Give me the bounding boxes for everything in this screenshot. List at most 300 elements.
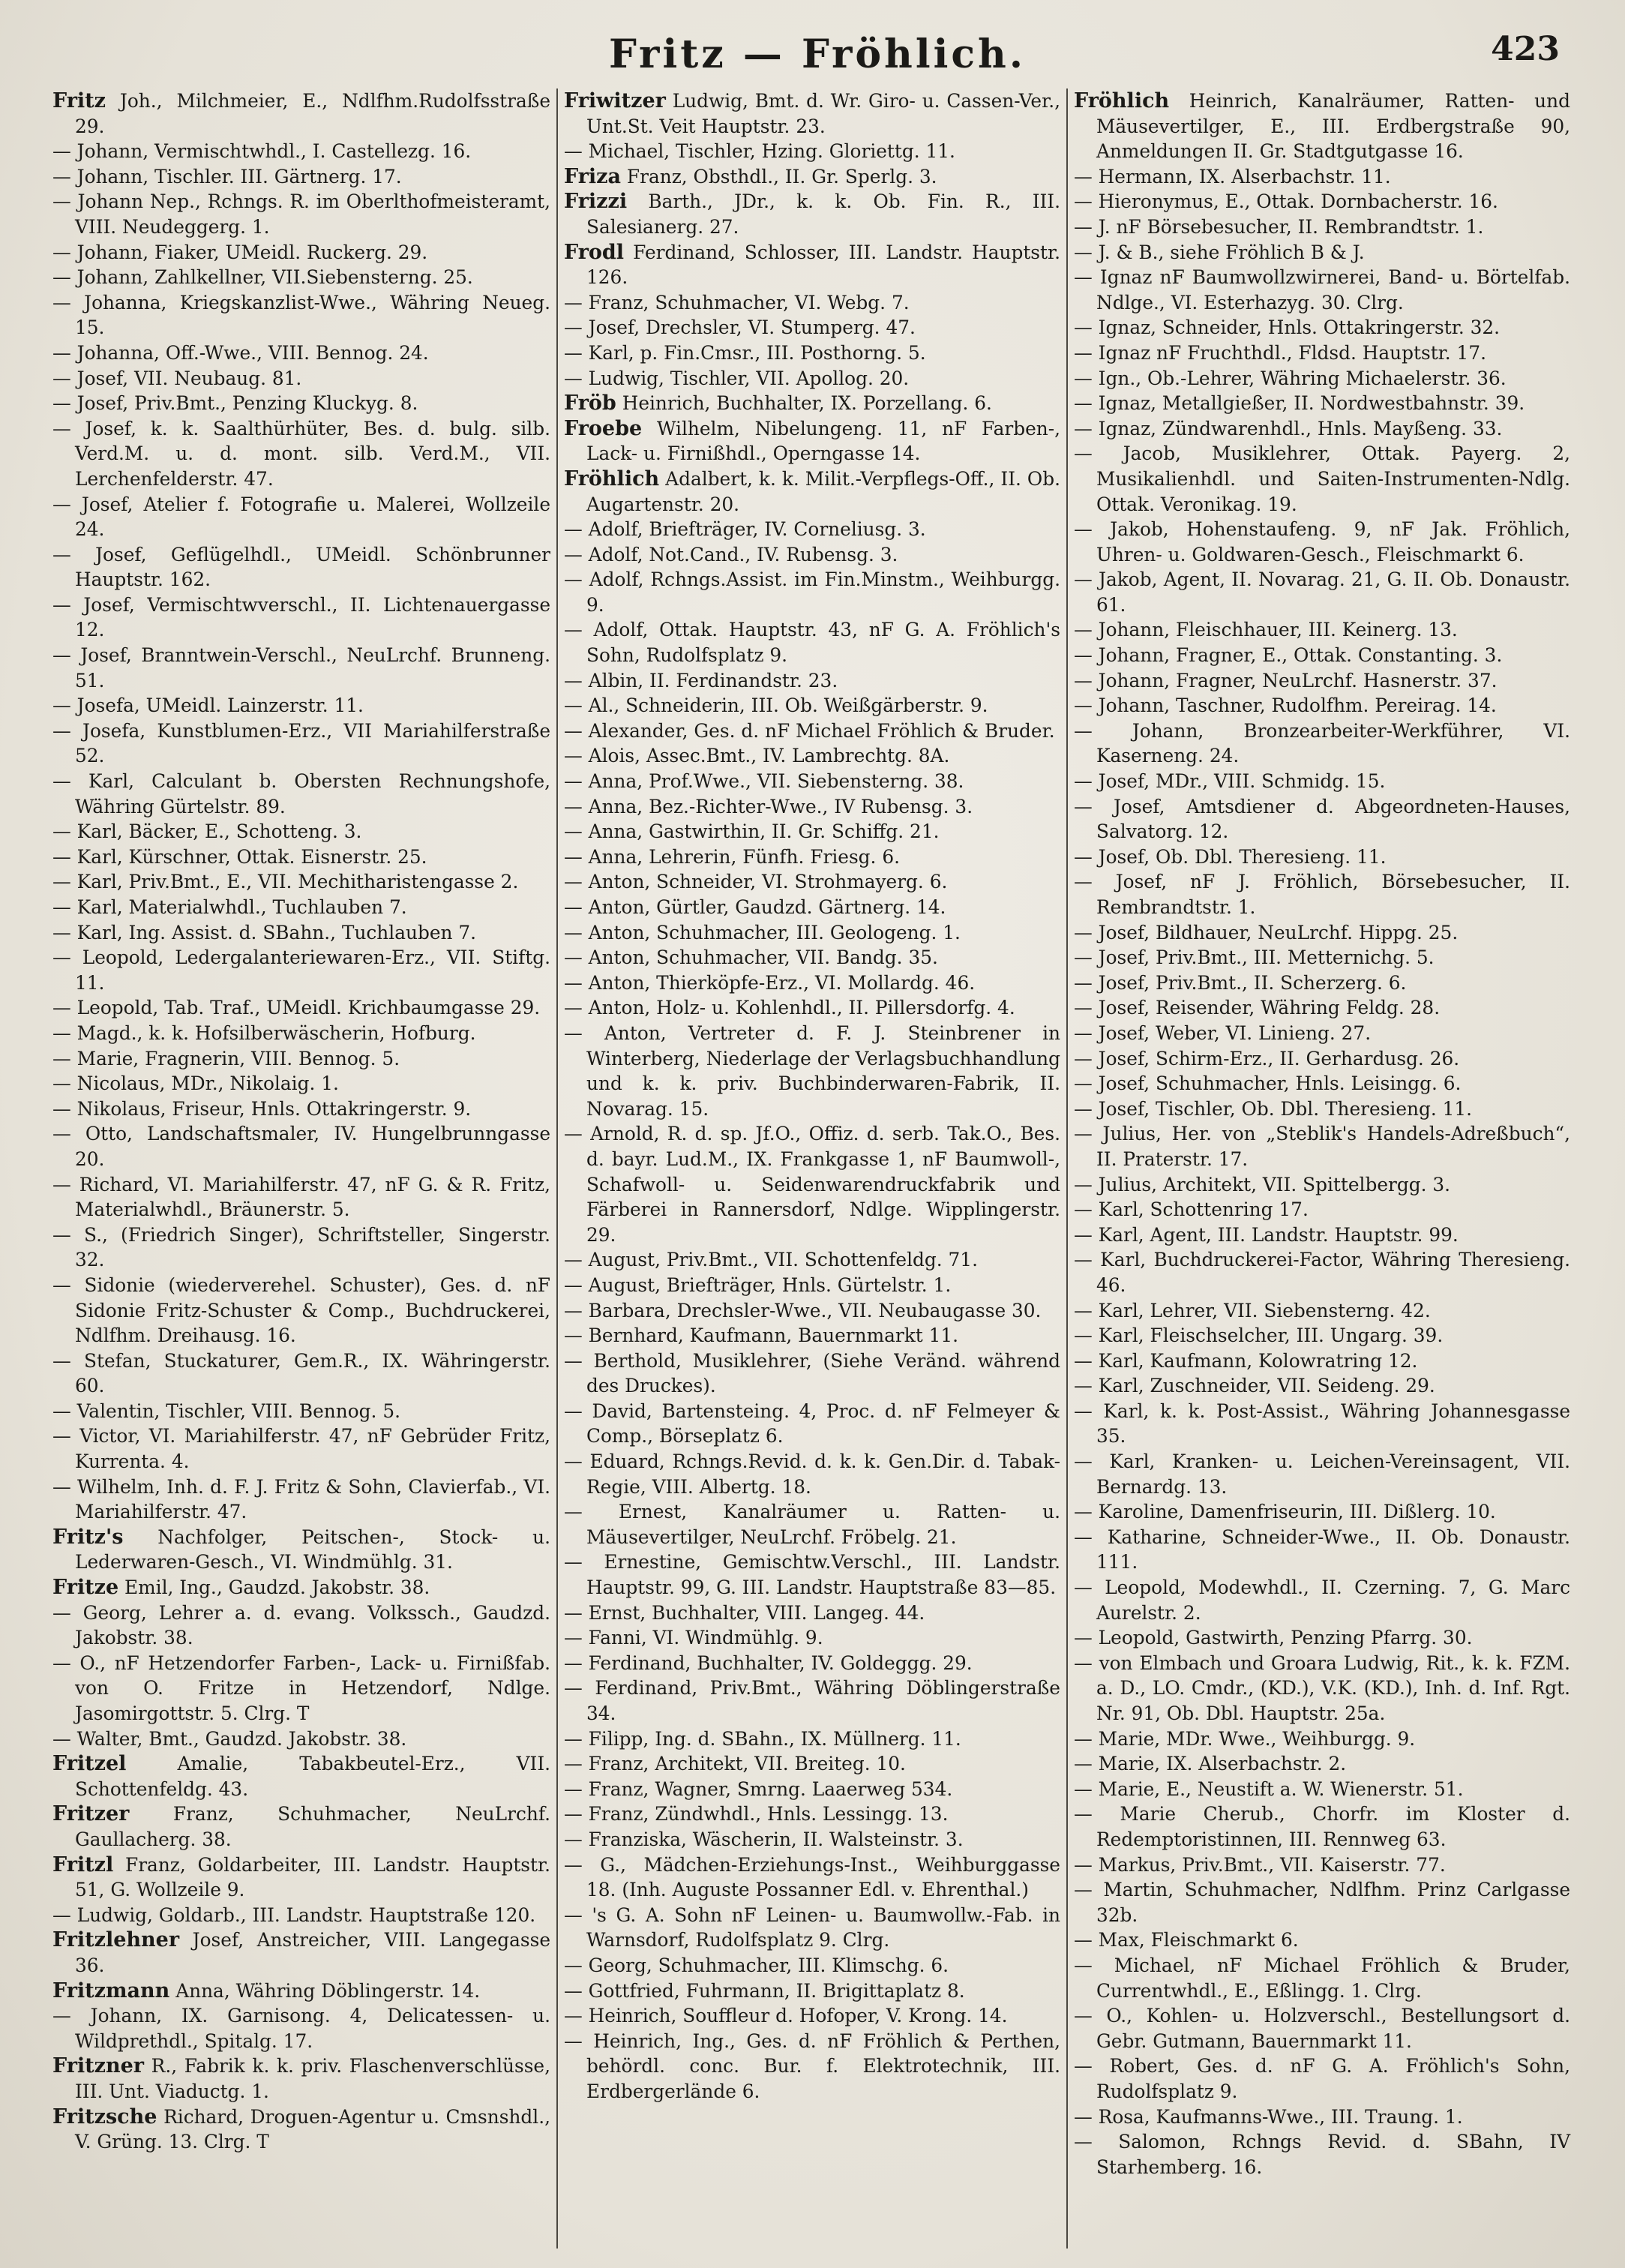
column-2 — [556, 88, 1066, 2248]
entry-text: — Josef, Reisender, Währing Feldg. 28. — [1074, 997, 1441, 1019]
directory-entry — [1074, 920, 1570, 946]
entry-text: — Anton, Vertreter d. F. J. Steinbrener in Winterberg, Niederlage der Verlagsbuchhandlung und k. k. priv. Buchbinderwaren-Fabrik, II. Novarag. 15. — [564, 1022, 1060, 1120]
entry-text: — Johann, Fleischhauer, III. Keinerg. 13. — [1074, 619, 1458, 641]
entry-surname: Froebe — [564, 416, 643, 440]
entry-text: Franz, Schuhmacher, NeuLrchf. Gaullacherg. 38. — [75, 1803, 550, 1850]
directory-entry — [52, 1172, 550, 1222]
entry-text: — Wilhelm, Inh. d. F. J. Fritz & Sohn, Clavierfab., VI. Mariahilferstr. 47. — [52, 1475, 550, 1523]
directory-entry — [564, 139, 1060, 164]
entry-text: Barth., JDr., k. k. Ob. Fin. R., III. Salesianerg. 27. — [586, 190, 1060, 238]
directory-entry — [564, 189, 1060, 239]
entry-text: Adalbert, k. k. Milit.-Verpflegs-Off., II. Ob. Augartenstr. 20. — [586, 467, 1060, 515]
entry-surname: Friza — [564, 164, 622, 188]
entry-text: — Ernest, Kanalräumer u. Ratten- u. Mäusevertilger, NeuLrchf. Fröbelg. 21. — [564, 1501, 1060, 1548]
directory-entry — [1074, 945, 1570, 970]
directory-entry — [52, 139, 550, 164]
entry-text: — Michael, nF Michael Fröhlich & Bruder, Currentwhdl., E., Eßlingg. 1. Clrg. — [1074, 1954, 1570, 2002]
entry-text: Heinrich, Buchhalter, IX. Porzellang. 6. — [616, 392, 992, 415]
entry-text: — Marie Cherub., Chorfr. im Kloster d. Redemptoristinnen, III. Rennweg 63. — [1074, 1803, 1570, 1850]
entry-text: Ferdinand, Schlosser, III. Landstr. Hauptstr. 126. — [586, 241, 1060, 289]
directory-entry — [564, 743, 1060, 769]
entry-text: — Karl, k. k. Post-Assist., Währing Johannesgasse 35. — [1074, 1400, 1570, 1448]
entry-text: Joh., Milchmeier, E., Ndlfhm.Rudolfsstraße 29. — [75, 90, 550, 137]
directory-entry — [1074, 869, 1570, 920]
entry-text: — Victor, VI. Mariahilferstr. 47, nF Gebrüder Fritz, Kurrenta. 4. — [52, 1425, 550, 1473]
directory-entry — [564, 1827, 1060, 1852]
directory-entry — [52, 1121, 550, 1172]
entry-text: — Ernestine, Gemischtw.Verschl., III. Landstr. Hauptstr. 99, G. III. Landstr. Hauptstraße 83—85. — [564, 1551, 1060, 1599]
entry-text: — Johanna, Off.-Wwe., VIII. Bennog. 24. — [52, 341, 429, 364]
directory-entry — [1074, 2104, 1570, 2130]
directory-entry — [1074, 1575, 1570, 1625]
entry-text: — Heinrich, Souffleur d. Hofoper, V. Krong. 14. — [564, 2005, 1008, 2027]
directory-entry — [1074, 2129, 1570, 2180]
directory-entry — [52, 164, 550, 190]
directory-entry — [52, 290, 550, 340]
directory-entry — [1074, 668, 1570, 694]
directory-entry — [1074, 1953, 1570, 2003]
directory-entry — [1074, 1298, 1570, 1324]
entry-text: — Markus, Priv.Bmt., VII. Kaiserstr. 77. — [1074, 1853, 1446, 1876]
directory-entry — [52, 1474, 550, 1525]
entry-text: — Karl, Priv.Bmt., E., VII. Mechitharistengasse 2. — [52, 871, 519, 893]
directory-entry — [564, 970, 1060, 996]
entry-text: — Bernhard, Kaufmann, Bauernmarkt 11. — [564, 1324, 959, 1347]
directory-entry — [52, 189, 550, 239]
entry-text: — Anton, Schuhmacher, VII. Bandg. 35. — [564, 946, 938, 969]
directory-entry — [564, 1625, 1060, 1651]
entry-text: — Albin, II. Ferdinandstr. 23. — [564, 669, 838, 692]
entry-text: — Heinrich, Ing., Ges. d. nF Fröhlich & Perthen, behördl. conc. Bur. f. Elektrotechnik, III. Erdbergerlände 6. — [564, 2030, 1060, 2102]
entry-text: — Karl, Kaufmann, Kolowratring 12. — [1074, 1349, 1418, 1372]
directory-entry — [1074, 164, 1570, 190]
directory-entry — [564, 1852, 1060, 1903]
directory-entry — [564, 920, 1060, 946]
directory-entry — [564, 1600, 1060, 1626]
entry-text: — Karl, Bäcker, E., Schotteng. 3. — [52, 820, 362, 843]
entry-text: — Georg, Lehrer a. d. evang. Volkssch., Gaudzd. Jakobstr. 38. — [52, 1601, 550, 1649]
entry-text: — 's G. A. Sohn nF Leinen- u. Baumwollw.-Fab. in Warnsdorf, Rudolfsplatz 9. Clrg. — [564, 1904, 1060, 1952]
entry-text: — Ignaz, Metallgießer, II. Nordwestbahnstr. 39. — [1074, 392, 1525, 415]
entry-text: — Josef, Branntwein-Verschl., NeuLrchf. Brunneng. 51. — [52, 644, 550, 692]
entry-text: — Filipp, Ing. d. SBahn., IX. Müllnerg. 11. — [564, 1727, 961, 1750]
entry-text: — Sidonie (wiederverehel. Schuster), Ges. d. nF Sidonie Fritz-Schuster & Comp., Buchdruckerei, Ndlfhm. Dreihausg. 16. — [52, 1274, 550, 1347]
entry-surname: Fröhlich — [564, 466, 660, 490]
directory-entry — [564, 315, 1060, 340]
entry-text: — Anton, Schuhmacher, III. Geologeng. 1. — [564, 921, 961, 944]
entry-text: — Ludwig, Goldarb., III. Landstr. Hauptstraße 120. — [52, 1904, 536, 1926]
directory-entry — [1074, 1197, 1570, 1222]
entry-text: — Josef, Priv.Bmt., III. Metternichg. 5. — [1074, 946, 1435, 969]
directory-entry — [52, 592, 550, 643]
directory-entry — [1074, 1499, 1570, 1525]
entry-text: — Adolf, Rchngs.Assist. im Fin.Minstm., Weihburgg. 9. — [564, 568, 1060, 616]
entry-text: — Ignaz, Schneider, Hnls. Ottakringerstr. 32. — [1074, 316, 1501, 339]
entry-text: — O., Kohlen- u. Holzverschl., Bestellungsort d. Gebr. Gutmann, Bauernmarkt 11. — [1074, 2005, 1570, 2052]
directory-entry — [564, 869, 1060, 895]
entry-text: — Anton, Gürtler, Gaudzd. Gärtnerg. 14. — [564, 896, 946, 918]
entry-text: — Hieronymus, E., Ottak. Dornbacherstr. 16. — [1074, 190, 1498, 213]
directory-entry — [564, 1726, 1060, 1752]
entry-text: — Ferdinand, Buchhalter, IV. Goldeggg. 29. — [564, 1652, 973, 1674]
directory-entry — [52, 945, 550, 995]
directory-entry — [564, 1550, 1060, 1600]
directory-entry — [1074, 189, 1570, 214]
entry-text: — Al., Schneiderin, III. Ob. Weißgärberstr. 9. — [564, 694, 988, 717]
directory-entry — [1074, 366, 1570, 392]
directory-entry — [52, 416, 550, 492]
entry-text: — Adolf, Ottak. Hauptstr. 43, nF G. A. Fröhlich's Sohn, Rudolfsplatz 9. — [564, 619, 1060, 667]
directory-entry — [564, 1651, 1060, 1676]
directory-entry — [564, 1273, 1060, 1298]
entry-text: — Martin, Schuhmacher, Ndlfhm. Prinz Carlgasse 32b. — [1074, 1879, 1570, 1926]
entry-surname: Fritzl — [52, 1852, 114, 1876]
directory-entry — [52, 869, 550, 895]
directory-entry — [1074, 1928, 1570, 1953]
directory-entry — [1074, 1348, 1570, 1374]
directory-entry — [1074, 214, 1570, 240]
entry-text: — Adolf, Not.Cand., IV. Rubensg. 3. — [564, 543, 898, 566]
directory-entry — [52, 920, 550, 946]
entry-text: — Ignaz nF Baumwollzwirnerei, Band- u. Börtelfab. Ndlge., VI. Esterhazyg. 30. Clrg. — [1074, 266, 1570, 314]
directory-entry — [52, 492, 550, 542]
directory-entry — [1074, 567, 1570, 617]
entry-text: — Josef, Drechsler, VI. Stumperg. 47. — [564, 316, 916, 339]
directory-entry — [1074, 995, 1570, 1021]
directory-entry — [52, 366, 550, 392]
entry-text: Nachfolger, Peitschen-, Stock- u. Lederwaren-Gesch., VI. Windmühlg. 31. — [75, 1526, 550, 1574]
directory-entry — [52, 995, 550, 1021]
entry-surname: Friwitzer — [564, 89, 666, 112]
directory-entry — [564, 1247, 1060, 1273]
directory-entry — [564, 1903, 1060, 1953]
directory-entry — [1074, 1222, 1570, 1248]
directory-entry — [52, 1928, 550, 1978]
directory-entry — [564, 819, 1060, 844]
entry-surname: Frizzi — [564, 190, 628, 214]
directory-entry — [564, 240, 1060, 290]
entry-text: — Josefa, UMeidl. Lainzerstr. 11. — [52, 694, 364, 717]
directory-entry — [52, 240, 550, 266]
directory-entry — [564, 164, 1060, 190]
directory-entry — [52, 2104, 550, 2155]
entry-text: — Arnold, R. d. sp. Jf.O., Offiz. d. serb. Tak.O., Bes. d. bayr. Lud.M., IX. Frankgasse 1, nF Baumwoll-, Schafwoll- u. Seidenwarendruckfabrik und Färberei in Rannersdorf, Ndlge. Wipplingerstr. 29. — [564, 1123, 1060, 1246]
entry-surname: Fritzmann — [52, 1978, 170, 2002]
entry-text: — Franz, Wagner, Smrng. Laaerweg 534. — [564, 1778, 953, 1800]
entry-text: — von Elmbach und Groara Ludwig, Rit., k. k. FZM. a. D., LO. Cmdr., (KD.), V.K. (KD.), Inh. d. Inf. Rgt. Nr. 91, Ob. Dbl. Hauptstr. 25a. — [1074, 1652, 1570, 1724]
entry-text: — Ernst, Buchhalter, VIII. Langeg. 44. — [564, 1601, 925, 1624]
directory-entry — [1074, 718, 1570, 769]
entry-text: — Franziska, Wäscherin, II. Walsteinstr. 3. — [564, 1828, 964, 1850]
entry-surname: Fritzer — [52, 1802, 130, 1826]
directory-entry — [1074, 391, 1570, 416]
directory-entry — [1074, 1625, 1570, 1651]
directory-entry — [1074, 794, 1570, 844]
entry-text: — S., (Friedrich Singer), Schriftsteller, Singerstr. 32. — [52, 1223, 550, 1271]
directory-entry — [564, 693, 1060, 718]
directory-entry — [1074, 416, 1570, 442]
directory-entry — [52, 819, 550, 844]
entry-text: — Johanna, Kriegskanzlist-Wwe., Währing Neueg. 15. — [52, 291, 550, 339]
entry-text: — Johann, Tischler. III. Gärtnerg. 17. — [52, 165, 402, 188]
directory-entry — [52, 1424, 550, 1474]
entry-text: — Johann Nep., Rchngs. R. im Oberlthofmeisteramt, VIII. Neudeggerg. 1. — [52, 190, 550, 238]
entry-text: — Leopold, Gastwirth, Penzing Pfarrg. 30. — [1074, 1627, 1473, 1649]
entry-text: — G., Mädchen-Erziehungs-Inst., Weihburggasse 18. (Inh. Auguste Possanner Edl. v. Ehrenthal.) — [564, 1853, 1060, 1901]
directory-entry — [1074, 1802, 1570, 1852]
directory-entry — [52, 340, 550, 366]
directory-entry — [52, 1751, 550, 1802]
directory-entry — [564, 1021, 1060, 1121]
entry-text: — Julius, Her. von „Steblik's Handels-Adreßbuch“, II. Praterstr. 17. — [1074, 1123, 1570, 1170]
directory-entry — [1074, 1323, 1570, 1348]
directory-entry — [1074, 617, 1570, 643]
directory-entry — [52, 1399, 550, 1424]
entry-text: — Karl, Kranken- u. Leichen-Vereinsagent, VII. Bernardg. 13. — [1074, 1450, 1570, 1498]
directory-entry — [52, 542, 550, 592]
directory-entry — [52, 1600, 550, 1651]
directory-entry — [1074, 1877, 1570, 1928]
directory-entry — [52, 1348, 550, 1399]
entry-surname: Fritzlehner — [52, 1928, 180, 1952]
entry-text: — Georg, Schuhmacher, III. Klimschg. 6. — [564, 1954, 949, 1976]
directory-entry — [564, 1298, 1060, 1324]
entry-text: — Anna, Gastwirthin, II. Gr. Schiffg. 21. — [564, 820, 940, 843]
entry-text: — Karl, Buchdruckerei-Factor, Währing Theresieng. 46. — [1074, 1249, 1570, 1296]
entry-text: — Anton, Schneider, VI. Strohmayerg. 6. — [564, 871, 948, 893]
directory-entry — [564, 567, 1060, 617]
entry-text: — Josef, nF J. Fröhlich, Börsebesucher, II. Rembrandtstr. 1. — [1074, 871, 1570, 918]
directory-entry — [1074, 1373, 1570, 1399]
directory-entry — [52, 844, 550, 870]
entry-text: — Ludwig, Tischler, VII. Apollog. 20. — [564, 367, 910, 389]
directory-entry — [52, 1222, 550, 1273]
directory-entry — [52, 1726, 550, 1752]
entry-text: — Franz, Schuhmacher, VI. Webg. 7. — [564, 291, 910, 314]
entry-text: — Anna, Prof.Wwe., VII. Siebensterng. 38. — [564, 770, 964, 793]
entry-text: — Katharine, Schneider-Wwe., II. Ob. Donaustr. 111. — [1074, 1526, 1570, 1574]
directory-entry — [564, 1777, 1060, 1802]
entry-text: — Alois, Assec.Bmt., IV. Lambrechtg. 8A. — [564, 745, 950, 767]
entry-text: — Karl, Fleischselcher, III. Ungarg. 39. — [1074, 1324, 1444, 1347]
directory-entry — [1074, 1449, 1570, 1499]
entry-text: — Josef, Schirm-Erz., II. Gerhardusg. 26. — [1074, 1047, 1460, 1070]
directory-entry — [52, 88, 550, 139]
entry-text: — Josef, Priv.Bmt., Penzing Kluckyg. 8. — [52, 392, 418, 415]
directory-entry — [52, 643, 550, 693]
entry-text: — Magd., k. k. Hofsilberwäscherin, Hofburg. — [52, 1022, 476, 1044]
entry-text: — Karl, Ing. Assist. d. SBahn., Tuchlauben 7. — [52, 921, 477, 944]
entry-text: — Otto, Landschaftsmaler, IV. Hungelbrunngasse 20. — [52, 1123, 550, 1170]
entry-text: — Rosa, Kaufmanns-Wwe., III. Traung. 1. — [1074, 2105, 1463, 2128]
entry-text: Josef, Anstreicher, VIII. Langegasse 36. — [75, 1929, 550, 1976]
directory-entry — [564, 88, 1060, 139]
directory-entry — [1074, 1121, 1570, 1172]
directory-entry — [564, 895, 1060, 920]
page-number: 423 — [1491, 30, 1560, 68]
entry-text: — Johann, IX. Garnisong. 4, Delicatessen- u. Wildprethdl., Spitalg. 17. — [52, 2005, 550, 2052]
entry-text: — Franz, Zündwhdl., Hnls. Lessingg. 13. — [564, 1803, 949, 1826]
entry-text: — Alexander, Ges. d. nF Michael Fröhlich & Bruder. — [564, 719, 1055, 742]
directory-entry — [564, 1676, 1060, 1726]
entry-text: — Jakob, Agent, II. Novarag. 21, G. II. Ob. Donaustr. 61. — [1074, 568, 1570, 616]
entry-text: — Salomon, Rchngs Revid. d. SBahn, IV Starhemberg. 16. — [1074, 2131, 1570, 2178]
directory-entry — [564, 995, 1060, 1021]
entry-text: R., Fabrik k. k. priv. Flaschenverschlüsse, III. Unt. Viaductg. 1. — [75, 2055, 550, 2102]
directory-entry — [52, 1525, 550, 1575]
directory-entry — [564, 1323, 1060, 1348]
directory-entry — [564, 2029, 1060, 2104]
directory-entry — [1074, 1399, 1570, 1449]
directory-entry — [564, 794, 1060, 820]
directory-entry — [1074, 1172, 1570, 1198]
directory-entry — [564, 617, 1060, 668]
entry-text: Ludwig, Bmt. d. Wr. Giro- u. Cassen-Ver., Unt.St. Veit Hauptstr. 23. — [586, 90, 1060, 137]
directory-entry — [564, 1399, 1060, 1449]
directory-entry — [1074, 1096, 1570, 1122]
entry-text: — Anna, Lehrerin, Fünfh. Friesg. 6. — [564, 845, 900, 868]
entry-text: — Johann, Taschner, Rudolfhm. Pereirag. 14. — [1074, 694, 1497, 717]
entry-text: — Anton, Holz- u. Kohlenhdl., II. Pillersdorfg. 4. — [564, 997, 1015, 1019]
entry-text: — Julius, Architekt, VII. Spittelbergg. 3. — [1074, 1173, 1451, 1196]
entry-text: — Valentin, Tischler, VIII. Bennog. 5. — [52, 1400, 400, 1422]
entry-text: — Josef, Tischler, Ob. Dbl. Theresieng. 11. — [1074, 1097, 1473, 1120]
entry-text: — Nicolaus, MDr., Nikolaig. 1. — [52, 1072, 339, 1095]
directory-entry — [1074, 1751, 1570, 1777]
directory-entry — [564, 2003, 1060, 2029]
directory-entry — [52, 1978, 550, 2004]
directory-entry — [1074, 1525, 1570, 1575]
entry-surname: Fritzel — [52, 1752, 127, 1776]
directory-entry — [1074, 1852, 1570, 1878]
entry-text: — Michael, Tischler, Hzing. Gloriettg. 11. — [564, 140, 955, 163]
entry-text: — Barbara, Drechsler-Wwe., VII. Neubaugasse 30. — [564, 1299, 1042, 1322]
directory-entry — [52, 391, 550, 416]
entry-text: Amalie, Tabakbeutel-Erz., VII. Schottenfeldg. 43. — [75, 1753, 550, 1800]
entry-text: — Marie, MDr. Wwe., Weihburgg. 9. — [1074, 1727, 1416, 1750]
entry-text: — Karl, Schottenring 17. — [1074, 1198, 1309, 1221]
entry-text: — Leopold, Modewhdl., II. Czerning. 7, G. Marc Aurelstr. 2. — [1074, 1576, 1570, 1624]
entry-text: — Karl, Calculant b. Obersten Rechnungshofe, Währing Gürtelstr. 89. — [52, 770, 550, 818]
entry-text: — Karl, Zuschneider, VII. Seideng. 29. — [1074, 1375, 1435, 1397]
entry-text: — J. & B., siehe Fröhlich B & J. — [1074, 241, 1365, 263]
directory-entry — [1074, 844, 1570, 870]
entry-text: — August, Priv.Bmt., VII. Schottenfeldg. 71. — [564, 1249, 978, 1271]
entry-text: — O., nF Hetzendorfer Farben-, Lack- u. Firnißfab. von O. Fritze in Hetzendorf, Ndlge. Jasomirgottstr. 5. Clrg. T — [52, 1652, 550, 1724]
directory-entry — [1074, 517, 1570, 567]
directory-entry — [564, 1348, 1060, 1399]
entry-text: — Johann, Fragner, NeuLrchf. Hasnerstr. 37. — [1074, 669, 1498, 692]
entry-text: — Johann, Bronzearbeiter-Werkführer, VI. Kaserneng. 24. — [1074, 719, 1570, 767]
entry-text: Franz, Obsthdl., II. Gr. Sperlg. 3. — [621, 165, 937, 188]
column-1 — [46, 88, 556, 2248]
directory-entry — [52, 1903, 550, 1928]
directory-entry — [52, 1802, 550, 1852]
directory-entry — [564, 391, 1060, 416]
entry-text: — Karl, Agent, III. Landstr. Hauptstr. 99. — [1074, 1223, 1459, 1246]
directory-entry — [1074, 1726, 1570, 1752]
directory-entry — [564, 718, 1060, 744]
directory-entry — [52, 693, 550, 718]
directory-entry — [564, 1953, 1060, 1978]
entry-text: — Josef, Geflügelhdl., UMeidl. Schönbrunner Hauptstr. 162. — [52, 543, 550, 591]
directory-entry — [52, 1273, 550, 1348]
entry-text: Wilhelm, Nibelungeng. 11, nF Farben-, Lack- u. Firnißhdl., Operngasse 14. — [586, 417, 1060, 465]
columns — [46, 88, 1591, 2248]
directory-entry — [52, 1096, 550, 1122]
directory-entry — [1074, 1021, 1570, 1046]
entry-text: — Jacob, Musiklehrer, Ottak. Payerg. 2, Musikalienhdl. und Saiten-Instrumenten-Ndlg. Ottak. Veronikag. 19. — [1074, 442, 1570, 515]
entry-text: — Marie, Fragnerin, VIII. Bennog. 5. — [52, 1047, 400, 1070]
directory-entry — [1074, 315, 1570, 340]
entry-text: — Johann, Vermischtwhdl., I. Castellezg. 16. — [52, 140, 472, 163]
entry-text: — Josef, k. k. Saalthürhüter, Bes. d. bulg. silb. Verd.M. u. d. mont. silb. Verd.M., VII. Lerchenfelderstr. 47. — [52, 417, 550, 490]
entry-text: — Ignaz nF Fruchthdl., Fldsd. Hauptstr. 17. — [1074, 341, 1486, 364]
directory-entry — [564, 542, 1060, 568]
directory-entry — [564, 290, 1060, 316]
entry-text: — Josef, MDr., VIII. Schmidg. 15. — [1074, 770, 1386, 793]
directory-entry — [52, 1575, 550, 1600]
entry-text: — Leopold, Tab. Traf., UMeidl. Krichbaumgasse 29. — [52, 997, 541, 1019]
entry-text: — Josef, Vermischtwverschl., II. Lichtenauergasse 12. — [52, 593, 550, 641]
directory-entry — [564, 517, 1060, 542]
directory-entry — [564, 1802, 1060, 1827]
directory-entry — [564, 1751, 1060, 1777]
entry-surname: Fritz — [52, 89, 106, 112]
entry-text: — Nikolaus, Friseur, Hnls. Ottakringerstr. 9. — [52, 1097, 472, 1120]
entry-text: — Josef, Amtsdiener d. Abgeordneten-Hauses, Salvatorg. 12. — [1074, 795, 1570, 843]
entry-text: — Hermann, IX. Alserbachstr. 11. — [1074, 165, 1391, 188]
entry-text: — Robert, Ges. d. nF G. A. Fröhlich's Sohn, Rudolfsplatz 9. — [1074, 2055, 1570, 2102]
page-header — [52, 22, 1582, 90]
directory-entry — [564, 1499, 1060, 1550]
directory-entry — [1074, 643, 1570, 668]
entry-text: — Walter, Bmt., Gaudzd. Jakobstr. 38. — [52, 1727, 407, 1750]
entry-text: — Josef, Priv.Bmt., II. Scherzerg. 6. — [1074, 971, 1407, 994]
entry-text: — Marie, E., Neustift a. W. Wienerstr. 51. — [1074, 1778, 1464, 1800]
directory-entry — [1074, 265, 1570, 315]
entry-text: — Gottfried, Fuhrmann, II. Brigittaplatz 8. — [564, 1979, 965, 2002]
entry-text: Heinrich, Kanalräumer, Ratten- und Mäusevertilger, E., III. Erdbergstraße 90, Anmeldungen II. Gr. Stadtgutgasse 16. — [1096, 90, 1570, 163]
entry-text: — Stefan, Stuckaturer, Gem.R., IX. Währingerstr. 60. — [52, 1349, 550, 1397]
directory-entry — [564, 366, 1060, 392]
directory-entry — [52, 2054, 550, 2104]
entry-text: — Ign., Ob.-Lehrer, Währing Michaelerstr. 36. — [1074, 367, 1507, 389]
entry-text: — Marie, IX. Alserbachstr. 2. — [1074, 1753, 1347, 1775]
directory-entry — [564, 1121, 1060, 1247]
entry-text: — Karl, Materialwhdl., Tuchlauben 7. — [52, 896, 407, 918]
entry-text: — Karoline, Damenfriseurin, III. Dißlerg. 10. — [1074, 1501, 1496, 1523]
entry-text: — Berthold, Musiklehrer, (Siehe Veränd. während des Druckes). — [564, 1349, 1060, 1397]
entry-surname: Frodl — [564, 240, 625, 264]
entry-text: — August, Briefträger, Hnls. Gürtelstr. 1. — [564, 1274, 952, 1296]
entry-text: — Josef, Schuhmacher, Hnls. Leisingg. 6. — [1074, 1072, 1462, 1095]
directory-entry — [1074, 769, 1570, 794]
running-head: Fritz — Fröhlich. — [609, 32, 1026, 77]
directory-entry — [52, 1071, 550, 1096]
entry-text: — David, Bartensteing. 4, Proc. d. nF Felmeyer & Comp., Börseplatz 6. — [564, 1400, 1060, 1448]
directory-entry — [52, 769, 550, 819]
entry-text: — Johann, Fiaker, UMeidl. Ruckerg. 29. — [52, 241, 428, 263]
directory-entry — [1074, 1046, 1570, 1072]
directory-entry — [564, 1449, 1060, 1499]
directory-entry — [52, 1021, 550, 1046]
entry-surname: Fröb — [564, 392, 616, 416]
entry-text: — Fanni, VI. Windmühlg. 9. — [564, 1627, 823, 1649]
directory-entry — [564, 769, 1060, 794]
entry-text: — Ignaz, Zündwarenhdl., Hnls. Mayßeng. 33. — [1074, 417, 1503, 440]
directory-entry — [52, 1852, 550, 1903]
